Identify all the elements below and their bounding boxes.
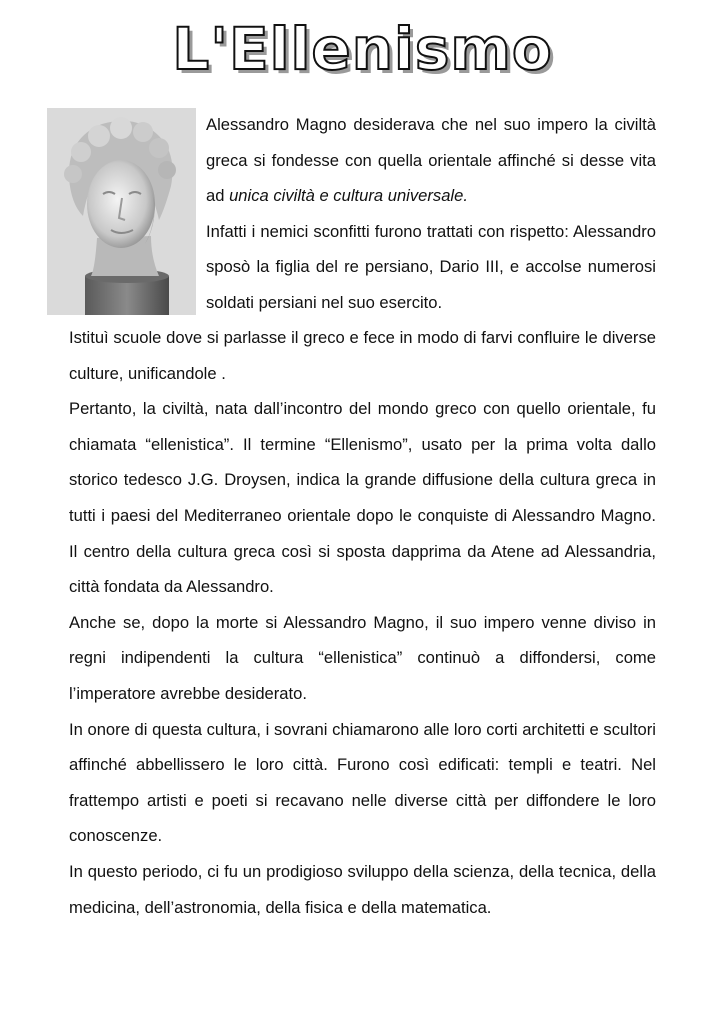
body-text bbox=[69, 320, 656, 925]
alexander-bust-image bbox=[47, 108, 196, 315]
body-paragraph-5: In questo periodo, ci fu un prodigioso sviluppo della scienza, della tecnica, della medicina, dell’astronomia, della fisica e della matematica. bbox=[69, 861, 656, 917]
body-paragraph-4: In onore di questa cultura, i sovrani chiamarono alle loro corti architetti e scultori affinché abbellissero le loro città. Furono così edificati: templi e teatri. Nel frattempo artisti e poeti si recavano nelle diverse città per diffondere le loro conoscenze. bbox=[69, 719, 656, 846]
intro-paragraph-2: Infatti i nemici sconfitti furono trattati con rispetto: Alessandro sposò la figlia del re persiano, Dario III, e accolse numerosi soldati persiani nel suo esercito. bbox=[206, 221, 656, 312]
intro-paragraph-1: Alessandro Magno desiderava che nel suo impero la civiltà greca si fondesse con quella orientale affinché si desse vita ad unica civiltà e cultura universale. bbox=[206, 115, 656, 206]
body-paragraph-2: Pertanto, la civiltà, nata dall’incontro del mondo greco con quello orientale, fu chiamata “ellenistica”. Il termine “Ellenismo”, usato per la prima volta dallo storico tedesco J.G. Droysen, indica la grande diffusione della cultura greca in tutti i paesi del Mediterraneo orientale dopo le conquiste di Alessandro Magno. Il centro della cultura greca così si sposta dapprima da Atene ad Alessandria, città fondata da Alessandro. bbox=[69, 399, 656, 597]
body-paragraph-3: Anche se, dopo la morte si Alessandro Magno, il suo impero venne diviso in regni indipendenti la cultura “ellenistica” continuò a diffondersi, come l’imperatore avrebbe desiderato. bbox=[69, 612, 656, 703]
body-paragraph-1: Istituì scuole dove si parlasse il greco e fece in modo di farvi confluire le diverse culture, unificandole . bbox=[69, 328, 656, 383]
intro-emphasis: unica civiltà e cultura universale. bbox=[229, 186, 468, 206]
page-title: L'Ellenismo bbox=[172, 15, 553, 83]
bust-photo-icon bbox=[47, 108, 196, 315]
intro-text bbox=[206, 107, 656, 321]
